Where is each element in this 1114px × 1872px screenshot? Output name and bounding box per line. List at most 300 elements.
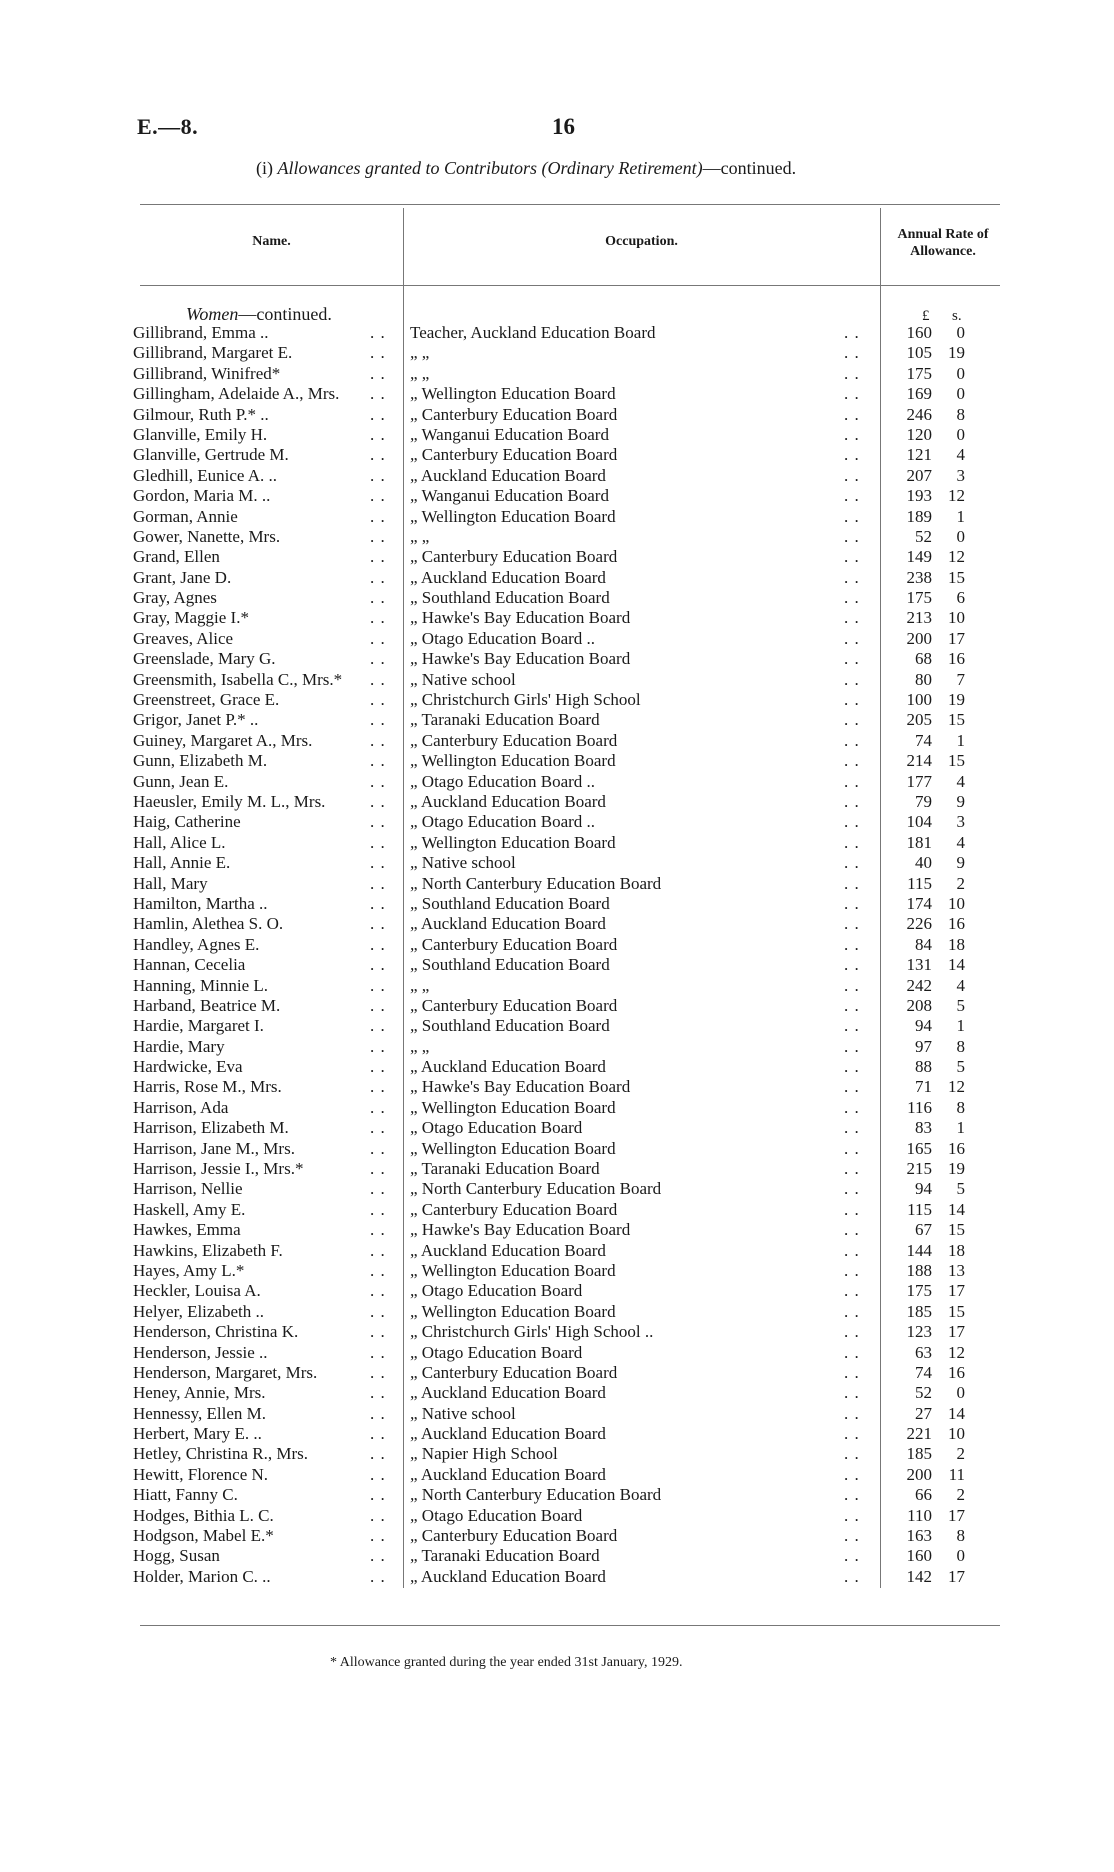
row-shillings: 5 bbox=[956, 1179, 965, 1199]
row-shillings: 14 bbox=[948, 1199, 965, 1219]
row-shillings: 19 bbox=[948, 1159, 965, 1179]
row-shillings: 12 bbox=[948, 486, 965, 506]
row-occupation: „ Canterbury Education Board bbox=[410, 1362, 618, 1382]
row-name: Gledhill, Eunice A. .. bbox=[133, 465, 278, 485]
row-name: Gillibrand, Margaret E. bbox=[133, 343, 293, 363]
table-row bbox=[0, 1179, 1114, 1199]
leader-dots: . . bbox=[844, 1281, 860, 1301]
table-row bbox=[0, 1016, 1114, 1036]
header-bottom-rule bbox=[140, 285, 1000, 286]
leader-dots: . . bbox=[844, 1036, 860, 1056]
row-occupation: „ Auckland Education Board bbox=[410, 567, 606, 587]
leader-dots: . . bbox=[370, 1179, 386, 1199]
leader-dots: . . bbox=[370, 1097, 386, 1117]
row-pounds: 94 bbox=[915, 1179, 932, 1199]
row-shillings: 5 bbox=[956, 995, 965, 1015]
table-row bbox=[0, 588, 1114, 608]
row-pounds: 200 bbox=[906, 1464, 932, 1484]
row-shillings: 8 bbox=[956, 1036, 965, 1056]
row-occupation: „ Auckland Education Board bbox=[410, 1566, 606, 1586]
row-pounds: 174 bbox=[906, 893, 932, 913]
leader-dots: . . bbox=[844, 1057, 860, 1077]
leader-dots: . . bbox=[370, 690, 386, 710]
leader-dots: . . bbox=[844, 832, 860, 852]
leader-dots: . . bbox=[844, 995, 860, 1015]
leader-dots: . . bbox=[844, 1362, 860, 1382]
table-row bbox=[0, 731, 1114, 751]
table-row bbox=[0, 1322, 1114, 1342]
row-occupation: Teacher, Auckland Education Board bbox=[410, 323, 656, 342]
column-header-occupation: Occupation. bbox=[605, 234, 678, 249]
row-name: Hiatt, Fanny C. bbox=[133, 1485, 238, 1505]
leader-dots: . . bbox=[370, 1240, 386, 1260]
section-label-suffix: —continued. bbox=[238, 304, 332, 324]
row-pounds: 74 bbox=[915, 730, 932, 750]
leader-dots: . . bbox=[844, 1444, 860, 1464]
leader-dots: . . bbox=[844, 1159, 860, 1179]
leader-dots: . . bbox=[844, 1526, 860, 1546]
leader-dots: . . bbox=[370, 1322, 386, 1342]
row-shillings: 0 bbox=[956, 526, 965, 546]
table-row bbox=[0, 466, 1114, 486]
row-occupation: „ Auckland Education Board bbox=[410, 914, 606, 934]
leader-dots: . . bbox=[844, 1138, 860, 1158]
row-name: Haig, Catherine bbox=[133, 812, 241, 832]
row-name: Hardwicke, Eva bbox=[133, 1057, 243, 1077]
table-row bbox=[0, 976, 1114, 996]
leader-dots: . . bbox=[370, 1383, 386, 1403]
row-occupation: „ „ bbox=[410, 975, 430, 995]
table-row bbox=[0, 1383, 1114, 1403]
row-pounds: 83 bbox=[915, 1118, 932, 1138]
leader-dots: . . bbox=[370, 995, 386, 1015]
row-name: Hanning, Minnie L. bbox=[133, 975, 269, 995]
leader-dots: . . bbox=[844, 1424, 860, 1444]
row-name: Harrison, Elizabeth M. bbox=[133, 1118, 289, 1138]
row-shillings: 4 bbox=[956, 975, 965, 995]
section-label-text: Women bbox=[186, 304, 239, 324]
row-shillings: 17 bbox=[948, 1322, 965, 1342]
leader-dots: . . bbox=[370, 1057, 386, 1077]
row-pounds: 200 bbox=[906, 628, 932, 648]
table-row bbox=[0, 670, 1114, 690]
row-shillings: 16 bbox=[948, 1138, 965, 1158]
row-name: Hamilton, Martha .. bbox=[133, 893, 268, 913]
leader-dots: . . bbox=[370, 1199, 386, 1219]
row-pounds: 116 bbox=[907, 1097, 932, 1117]
leader-dots: . . bbox=[844, 1403, 860, 1423]
leader-dots: . . bbox=[370, 853, 386, 873]
leader-dots: . . bbox=[844, 486, 860, 506]
row-name: Holder, Marion C. .. bbox=[133, 1566, 271, 1586]
table-row bbox=[0, 1424, 1114, 1444]
row-name: Hennessy, Ellen M. bbox=[133, 1403, 266, 1423]
row-pounds: 66 bbox=[915, 1485, 932, 1505]
leader-dots: . . bbox=[370, 465, 386, 485]
leader-dots: . . bbox=[370, 1342, 386, 1362]
row-pounds: 80 bbox=[915, 669, 932, 689]
leader-dots: . . bbox=[370, 1464, 386, 1484]
row-shillings: 0 bbox=[956, 1546, 965, 1566]
row-shillings: 0 bbox=[956, 424, 965, 444]
table-caption bbox=[256, 158, 796, 179]
row-pounds: 94 bbox=[915, 1016, 932, 1036]
page-ref: E.—8. bbox=[137, 114, 199, 139]
row-shillings: 16 bbox=[948, 1362, 965, 1382]
table-row bbox=[0, 343, 1114, 363]
table-row bbox=[0, 996, 1114, 1016]
column-header-name: Name. bbox=[252, 234, 291, 249]
row-pounds: 27 bbox=[915, 1403, 932, 1423]
leader-dots: . . bbox=[844, 690, 860, 710]
table-row bbox=[0, 384, 1114, 404]
row-name: Hawkins, Elizabeth F. bbox=[133, 1240, 283, 1260]
table-row bbox=[0, 1200, 1114, 1220]
row-name: Grand, Ellen bbox=[133, 547, 220, 567]
leader-dots: . . bbox=[844, 465, 860, 485]
table-row bbox=[0, 1037, 1114, 1057]
leader-dots: . . bbox=[370, 1016, 386, 1036]
caption-prefix: (i) bbox=[256, 158, 278, 178]
row-shillings: 1 bbox=[956, 506, 965, 526]
row-occupation: „ „ bbox=[410, 343, 430, 363]
row-shillings: 14 bbox=[948, 955, 965, 975]
row-pounds: 226 bbox=[906, 914, 932, 934]
leader-dots: . . bbox=[370, 1403, 386, 1423]
row-pounds: 123 bbox=[906, 1322, 932, 1342]
leader-dots: . . bbox=[844, 384, 860, 404]
leader-dots: . . bbox=[844, 1464, 860, 1484]
leader-dots: . . bbox=[370, 1260, 386, 1280]
table-row bbox=[0, 894, 1114, 914]
leader-dots: . . bbox=[844, 812, 860, 832]
leader-dots: . . bbox=[844, 1199, 860, 1219]
leader-dots: . . bbox=[844, 873, 860, 893]
leader-dots: . . bbox=[844, 424, 860, 444]
leader-dots: . . bbox=[370, 506, 386, 526]
leader-dots: . . bbox=[844, 567, 860, 587]
row-occupation: „ Canterbury Education Board bbox=[410, 404, 618, 424]
row-pounds: 142 bbox=[906, 1566, 932, 1586]
row-name: Gorman, Annie bbox=[133, 506, 238, 526]
row-shillings: 8 bbox=[956, 1526, 965, 1546]
row-name: Heney, Annie, Mrs. bbox=[133, 1383, 266, 1403]
row-occupation: „ Taranaki Education Board bbox=[410, 1159, 600, 1179]
row-name: Gillibrand, Emma .. bbox=[133, 323, 269, 342]
table-row bbox=[0, 1465, 1114, 1485]
row-pounds: 52 bbox=[915, 526, 932, 546]
row-pounds: 160 bbox=[906, 1546, 932, 1566]
leader-dots: . . bbox=[370, 526, 386, 546]
row-name: Hodgson, Mabel E.* bbox=[133, 1526, 274, 1546]
row-name: Helyer, Elizabeth .. bbox=[133, 1301, 265, 1321]
row-shillings: 4 bbox=[956, 832, 965, 852]
table-row bbox=[0, 1444, 1114, 1464]
row-name: Hardie, Mary bbox=[133, 1036, 225, 1056]
shillings-unit: s. bbox=[952, 308, 962, 324]
row-shillings: 5 bbox=[956, 1057, 965, 1077]
table-row bbox=[0, 1261, 1114, 1281]
row-occupation: „ Auckland Education Board bbox=[410, 1057, 606, 1077]
row-shillings: 0 bbox=[956, 384, 965, 404]
table-row bbox=[0, 955, 1114, 975]
leader-dots: . . bbox=[370, 710, 386, 730]
row-occupation: „ Native school bbox=[410, 853, 516, 873]
row-occupation: „ Canterbury Education Board bbox=[410, 934, 618, 954]
table-row bbox=[0, 507, 1114, 527]
row-shillings: 4 bbox=[956, 771, 965, 791]
table-row bbox=[0, 1363, 1114, 1383]
row-shillings: 16 bbox=[948, 914, 965, 934]
row-occupation: „ Otago Education Board bbox=[410, 1118, 583, 1138]
table-row bbox=[0, 1057, 1114, 1077]
row-pounds: 215 bbox=[906, 1159, 932, 1179]
row-occupation: „ Canterbury Education Board bbox=[410, 1526, 618, 1546]
row-occupation: „ Auckland Education Board bbox=[410, 1424, 606, 1444]
row-shillings: 1 bbox=[956, 1016, 965, 1036]
row-shillings: 10 bbox=[948, 1424, 965, 1444]
leader-dots: . . bbox=[844, 955, 860, 975]
leader-dots: . . bbox=[844, 1322, 860, 1342]
row-shillings: 0 bbox=[956, 323, 965, 342]
row-occupation: „ Auckland Education Board bbox=[410, 465, 606, 485]
row-shillings: 2 bbox=[956, 1444, 965, 1464]
leader-dots: . . bbox=[844, 1097, 860, 1117]
row-pounds: 246 bbox=[906, 404, 932, 424]
row-pounds: 221 bbox=[906, 1424, 932, 1444]
row-name: Greenslade, Mary G. bbox=[133, 649, 276, 669]
leader-dots: . . bbox=[370, 1505, 386, 1525]
row-pounds: 165 bbox=[906, 1138, 932, 1158]
leader-dots: . . bbox=[370, 669, 386, 689]
row-shillings: 0 bbox=[956, 363, 965, 383]
row-name: Hall, Mary bbox=[133, 873, 208, 893]
row-occupation: „ Otago Education Board .. bbox=[410, 812, 596, 832]
row-shillings: 12 bbox=[948, 547, 965, 567]
table-row bbox=[0, 425, 1114, 445]
row-shillings: 8 bbox=[956, 404, 965, 424]
row-name: Gower, Nanette, Mrs. bbox=[133, 526, 281, 546]
leader-dots: . . bbox=[844, 710, 860, 730]
leader-dots: . . bbox=[370, 588, 386, 608]
leader-dots: . . bbox=[370, 975, 386, 995]
row-shillings: 11 bbox=[948, 1464, 965, 1484]
row-pounds: 104 bbox=[906, 812, 932, 832]
row-name: Haskell, Amy E. bbox=[133, 1199, 246, 1219]
leader-dots: . . bbox=[370, 1138, 386, 1158]
table-row bbox=[0, 1506, 1114, 1526]
row-name: Hall, Annie E. bbox=[133, 853, 231, 873]
row-pounds: 163 bbox=[906, 1526, 932, 1546]
table-row bbox=[0, 1567, 1114, 1587]
leader-dots: . . bbox=[370, 771, 386, 791]
row-name: Henderson, Margaret, Mrs. bbox=[133, 1362, 318, 1382]
leader-dots: . . bbox=[844, 1016, 860, 1036]
row-name: Heckler, Louisa A. bbox=[133, 1281, 261, 1301]
row-name: Harris, Rose M., Mrs. bbox=[133, 1077, 282, 1097]
row-name: Handley, Agnes E. bbox=[133, 934, 260, 954]
row-occupation: „ Hawke's Bay Education Board bbox=[410, 1220, 631, 1240]
table-row bbox=[0, 649, 1114, 669]
table-row bbox=[0, 323, 1114, 343]
leader-dots: . . bbox=[844, 1240, 860, 1260]
row-occupation: „ Otago Education Board bbox=[410, 1505, 583, 1525]
row-name: Harrison, Jane M., Mrs. bbox=[133, 1138, 295, 1158]
row-occupation: „ Native school bbox=[410, 1403, 516, 1423]
row-name: Glanville, Emily H. bbox=[133, 424, 268, 444]
leader-dots: . . bbox=[370, 323, 386, 342]
leader-dots: . . bbox=[370, 384, 386, 404]
leader-dots: . . bbox=[844, 649, 860, 669]
row-occupation: „ Wellington Education Board bbox=[410, 506, 616, 526]
row-occupation: „ Wellington Education Board bbox=[410, 1097, 616, 1117]
row-occupation: „ North Canterbury Education Board bbox=[410, 1179, 662, 1199]
table-bottom-rule bbox=[140, 1625, 1000, 1626]
row-pounds: 110 bbox=[907, 1505, 932, 1525]
row-shillings: 2 bbox=[956, 873, 965, 893]
leader-dots: . . bbox=[844, 1342, 860, 1362]
row-occupation: „ Wellington Education Board bbox=[410, 384, 616, 404]
row-shillings: 10 bbox=[948, 608, 965, 628]
leader-dots: . . bbox=[844, 445, 860, 465]
row-occupation: „ Auckland Education Board bbox=[410, 1383, 606, 1403]
leader-dots: . . bbox=[844, 975, 860, 995]
leader-dots: . . bbox=[844, 893, 860, 913]
table-row bbox=[0, 710, 1114, 730]
row-pounds: 121 bbox=[906, 445, 932, 465]
row-occupation: „ Canterbury Education Board bbox=[410, 547, 618, 567]
leader-dots: . . bbox=[844, 343, 860, 363]
leader-dots: . . bbox=[844, 526, 860, 546]
table-row bbox=[0, 527, 1114, 547]
row-shillings: 17 bbox=[948, 1281, 965, 1301]
row-pounds: 149 bbox=[906, 547, 932, 567]
leader-dots: . . bbox=[370, 1077, 386, 1097]
leader-dots: . . bbox=[844, 934, 860, 954]
table-row bbox=[0, 1526, 1114, 1546]
row-occupation: „ Southland Education Board bbox=[410, 893, 610, 913]
leader-dots: . . bbox=[844, 506, 860, 526]
row-pounds: 238 bbox=[906, 567, 932, 587]
leader-dots: . . bbox=[370, 832, 386, 852]
row-pounds: 100 bbox=[906, 690, 932, 710]
row-pounds: 193 bbox=[906, 486, 932, 506]
row-pounds: 160 bbox=[906, 323, 932, 342]
leader-dots: . . bbox=[370, 1526, 386, 1546]
leader-dots: . . bbox=[370, 343, 386, 363]
leader-dots: . . bbox=[370, 1118, 386, 1138]
row-occupation: „ North Canterbury Education Board bbox=[410, 873, 662, 893]
row-shillings: 18 bbox=[948, 1240, 965, 1260]
row-shillings: 10 bbox=[948, 893, 965, 913]
leader-dots: . . bbox=[844, 1485, 860, 1505]
table-row bbox=[0, 792, 1114, 812]
leader-dots: . . bbox=[370, 608, 386, 628]
row-occupation: „ Auckland Education Board bbox=[410, 1464, 606, 1484]
table-row bbox=[0, 690, 1114, 710]
row-pounds: 84 bbox=[915, 934, 932, 954]
header-top-rule bbox=[140, 204, 1000, 205]
leader-dots: . . bbox=[370, 1362, 386, 1382]
row-name: Hardie, Margaret I. bbox=[133, 1016, 264, 1036]
row-shillings: 15 bbox=[948, 1301, 965, 1321]
leader-dots: . . bbox=[844, 751, 860, 771]
leader-dots: . . bbox=[844, 914, 860, 934]
row-pounds: 214 bbox=[906, 751, 932, 771]
caption-suffix: —continued. bbox=[702, 158, 797, 178]
row-occupation: „ Taranaki Education Board bbox=[410, 710, 600, 730]
row-occupation: „ Wanganui Education Board bbox=[410, 486, 609, 506]
table-row bbox=[0, 935, 1114, 955]
pounds-unit: £ bbox=[922, 308, 930, 324]
row-occupation: „ Hawke's Bay Education Board bbox=[410, 1077, 631, 1097]
table-row bbox=[0, 853, 1114, 873]
row-occupation: „ Otago Education Board .. bbox=[410, 771, 596, 791]
row-name: Haeusler, Emily M. L., Mrs. bbox=[133, 791, 326, 811]
row-shillings: 18 bbox=[948, 934, 965, 954]
row-pounds: 185 bbox=[906, 1444, 932, 1464]
table-row bbox=[0, 1098, 1114, 1118]
leader-dots: . . bbox=[370, 893, 386, 913]
row-occupation: „ Canterbury Education Board bbox=[410, 995, 618, 1015]
leader-dots: . . bbox=[370, 1485, 386, 1505]
row-pounds: 144 bbox=[906, 1240, 932, 1260]
table-row bbox=[0, 445, 1114, 465]
row-shillings: 9 bbox=[956, 791, 965, 811]
table-row bbox=[0, 1485, 1114, 1505]
row-shillings: 12 bbox=[948, 1077, 965, 1097]
leader-dots: . . bbox=[370, 445, 386, 465]
row-name: Glanville, Gertrude M. bbox=[133, 445, 289, 465]
leader-dots: . . bbox=[844, 1566, 860, 1586]
leader-dots: . . bbox=[844, 771, 860, 791]
row-occupation: „ „ bbox=[410, 526, 430, 546]
row-pounds: 79 bbox=[915, 791, 932, 811]
row-shillings: 6 bbox=[956, 588, 965, 608]
leader-dots: . . bbox=[370, 1036, 386, 1056]
row-name: Gray, Maggie I.* bbox=[133, 608, 249, 628]
row-name: Hayes, Amy L.* bbox=[133, 1260, 245, 1280]
row-shillings: 19 bbox=[948, 690, 965, 710]
caption-title: Allowances granted to Contributors (Ordinary Retirement) bbox=[277, 158, 703, 178]
row-shillings: 16 bbox=[948, 649, 965, 669]
row-pounds: 63 bbox=[915, 1342, 932, 1362]
row-shillings: 17 bbox=[948, 1505, 965, 1525]
leader-dots: . . bbox=[844, 1505, 860, 1525]
leader-dots: . . bbox=[370, 1444, 386, 1464]
table-row bbox=[0, 486, 1114, 506]
table-row bbox=[0, 1281, 1114, 1301]
row-pounds: 74 bbox=[915, 1362, 932, 1382]
leader-dots: . . bbox=[370, 1424, 386, 1444]
row-shillings: 2 bbox=[956, 1485, 965, 1505]
row-name: Hall, Alice L. bbox=[133, 832, 226, 852]
page-number: 16 bbox=[552, 114, 575, 139]
leader-dots: . . bbox=[370, 547, 386, 567]
table-row bbox=[0, 629, 1114, 649]
leader-dots: . . bbox=[844, 1118, 860, 1138]
row-pounds: 115 bbox=[907, 873, 932, 893]
table-row bbox=[0, 1139, 1114, 1159]
table-row bbox=[0, 405, 1114, 425]
row-occupation: „ Hawke's Bay Education Board bbox=[410, 608, 631, 628]
allowance-table-body bbox=[0, 323, 1114, 1587]
row-pounds: 67 bbox=[915, 1220, 932, 1240]
row-shillings: 1 bbox=[956, 1118, 965, 1138]
row-occupation: „ Auckland Education Board bbox=[410, 1240, 606, 1260]
row-shillings: 15 bbox=[948, 751, 965, 771]
row-name: Hogg, Susan bbox=[133, 1546, 220, 1566]
